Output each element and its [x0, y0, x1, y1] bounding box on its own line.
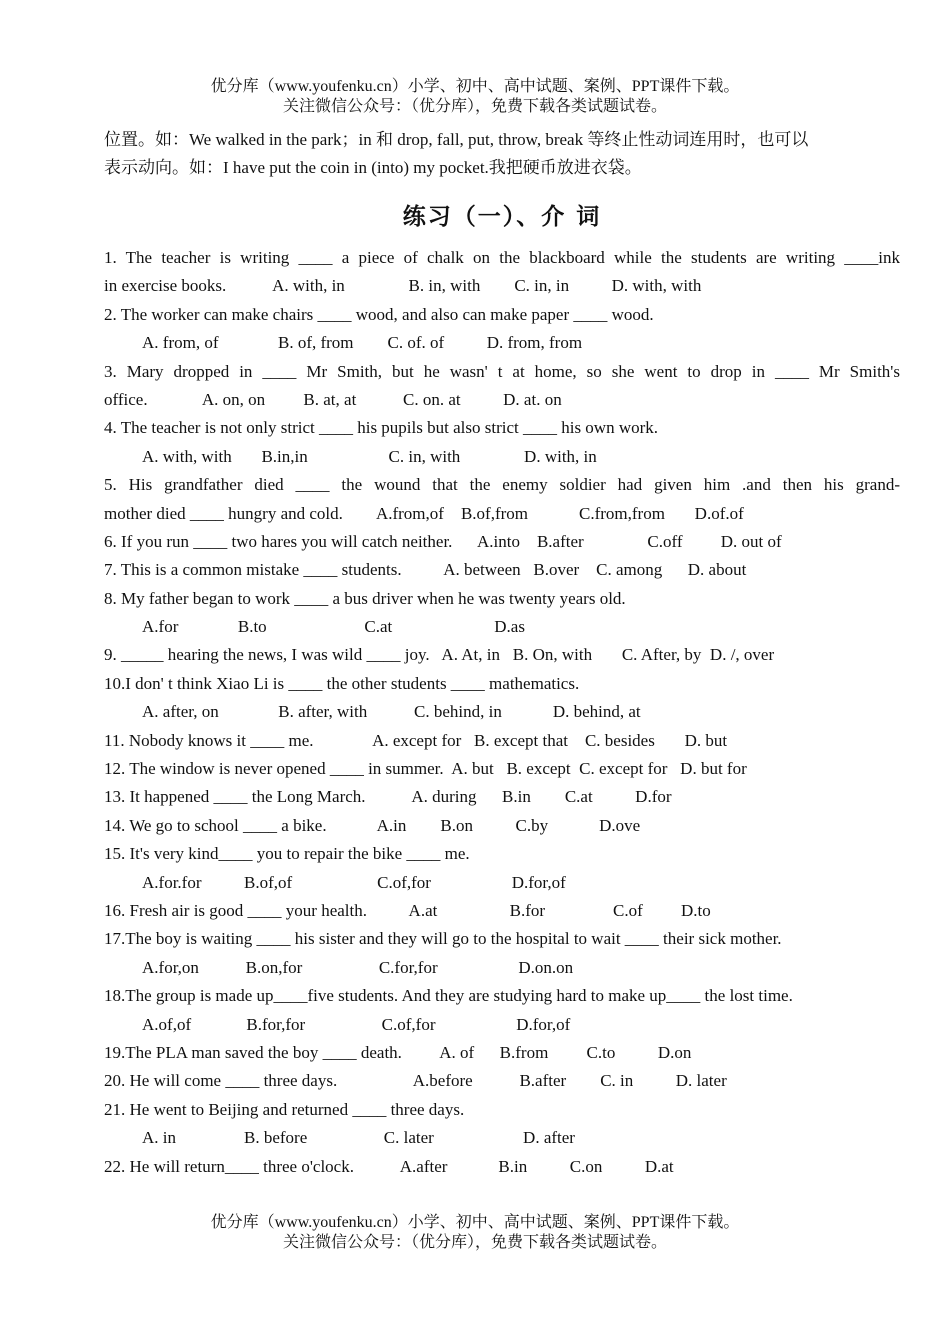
question-7: 7. This is a common mistake ____ students. A. between B.over C. among D. about [104, 560, 747, 580]
question-17: 17.The boy is waiting ____ his sister and they will go to the hospital to wait ____ their sick mother. [104, 929, 782, 949]
question-3: 3. Mary dropped in ____ Mr Smith, but he wasn' t at home, so she went to drop in ____ Mr Smith's [104, 361, 900, 381]
question-2: 2. The worker can make chairs ____ wood, and also can make paper ____ wood. [104, 304, 654, 324]
question-4-options: A. with, with B.in,in C. in, with D. with, in [142, 446, 597, 466]
document-body [104, 126, 900, 1181]
question-list [104, 244, 900, 1181]
question-8-options: A.for B.to C.at D.as [142, 617, 525, 637]
question-12: 12. The window is never opened ____ in summer. A. but B. except C. except for D. but for [104, 759, 747, 779]
intro-paragraph [104, 126, 900, 182]
question-13: 13. It happened ____ the Long March. A. during B.in C.at D.for [104, 787, 672, 807]
footer-line-2: 关注微信公众号：（优分库），免费下载各类试题试卷。 [282, 1234, 667, 1251]
intro-line-2: 表示动向。如：I have put the coin in (into) my pocket.我把硬币放进衣袋。 [104, 158, 642, 177]
question-4: 4. The teacher is not only strict ____ his pupils but also strict ____ his own work. [104, 418, 659, 438]
question-3-options: office. A. on, on B. at, at C. on. at D. at. on [104, 389, 562, 409]
question-15: 15. It's very kind____ you to repair the bike ____ me. [104, 844, 470, 864]
page-footer [0, 1213, 950, 1253]
question-16: 16. Fresh air is good ____ your health. A.at B.for C.of D.to [104, 900, 711, 920]
question-11: 11. Nobody knows it ____ me. A. except for B. except that C. besides D. but [104, 730, 728, 750]
section-title: 练习（一）、介 词 [402, 204, 602, 230]
question-20: 20. He will come ____ three days. A.before B.after C. in D. later [104, 1071, 727, 1091]
header-line-2: 关注微信公众号：（优分库），免费下载各类试题试卷。 [282, 98, 667, 115]
question-1: 1. The teacher is writing ____ a piece of chalk on the blackboard while the students are writing ____ink [104, 248, 900, 267]
question-10-options: A. after, on B. after, with C. behind, in D. behind, at [142, 702, 641, 722]
question-19: 19.The PLA man saved the boy ____ death. A. of B.from C.to D.on [104, 1042, 692, 1062]
question-8: 8. My father began to work ____ a bus driver when he was twenty years old. [104, 588, 626, 608]
question-18: 18.The group is made up____five students. And they are studying hard to make up____ the lost time. [104, 986, 793, 1006]
question-21: 21. He went to Beijing and returned ____ three days. [104, 1099, 465, 1119]
question-17-options: A.for,on B.on,for C.for,for D.on.on [142, 957, 574, 977]
question-1-options: in exercise books. A. with, in B. in, with C. in, in D. with, with [104, 276, 702, 296]
question-15-options: A.for.for B.of,of C.of,for D.for,of [142, 872, 566, 892]
question-21-options: A. in B. before C. later D. after [142, 1128, 575, 1148]
question-10: 10.I don' t think Xiao Li is ____ the other students ____ mathematics. [104, 673, 580, 693]
question-18-options: A.of,of B.for,for C.of,for D.for,of [142, 1014, 571, 1034]
intro-line-1: 位置。如：We walked in the park；in 和 drop, fall, put, throw, break 等终止性动词连用时，也可以 [104, 130, 809, 149]
question-2-options: A. from, of B. of, from C. of. of D. from, from [142, 333, 583, 353]
question-14: 14. We go to school ____ a bike. A.in B.on C.by D.ove [104, 815, 641, 835]
question-5: 5. His grandfather died ____ the wound that the enemy soldier had given him .and then his grand- [104, 475, 900, 495]
question-5-options: mother died ____ hungry and cold. A.from,of B.of,from C.from,from D.of.of [104, 503, 744, 523]
header-line-1: 优分库（www.youfenku.cn）小学、初中、高中试题、案例、PPT课件下载。 [210, 78, 740, 95]
question-22: 22. He will return____ three o'clock. A.after B.in C.on D.at [104, 1156, 674, 1176]
page-header [0, 77, 950, 117]
question-9: 9. _____ hearing the news, I was wild ____ joy. A. At, in B. On, with C. After, by D. /, over [104, 645, 775, 665]
footer-line-1: 优分库（www.youfenku.cn）小学、初中、高中试题、案例、PPT课件下载。 [210, 1214, 740, 1231]
question-6: 6. If you run ____ two hares you will catch neither. A.into B.after C.off D. out of [104, 531, 782, 551]
